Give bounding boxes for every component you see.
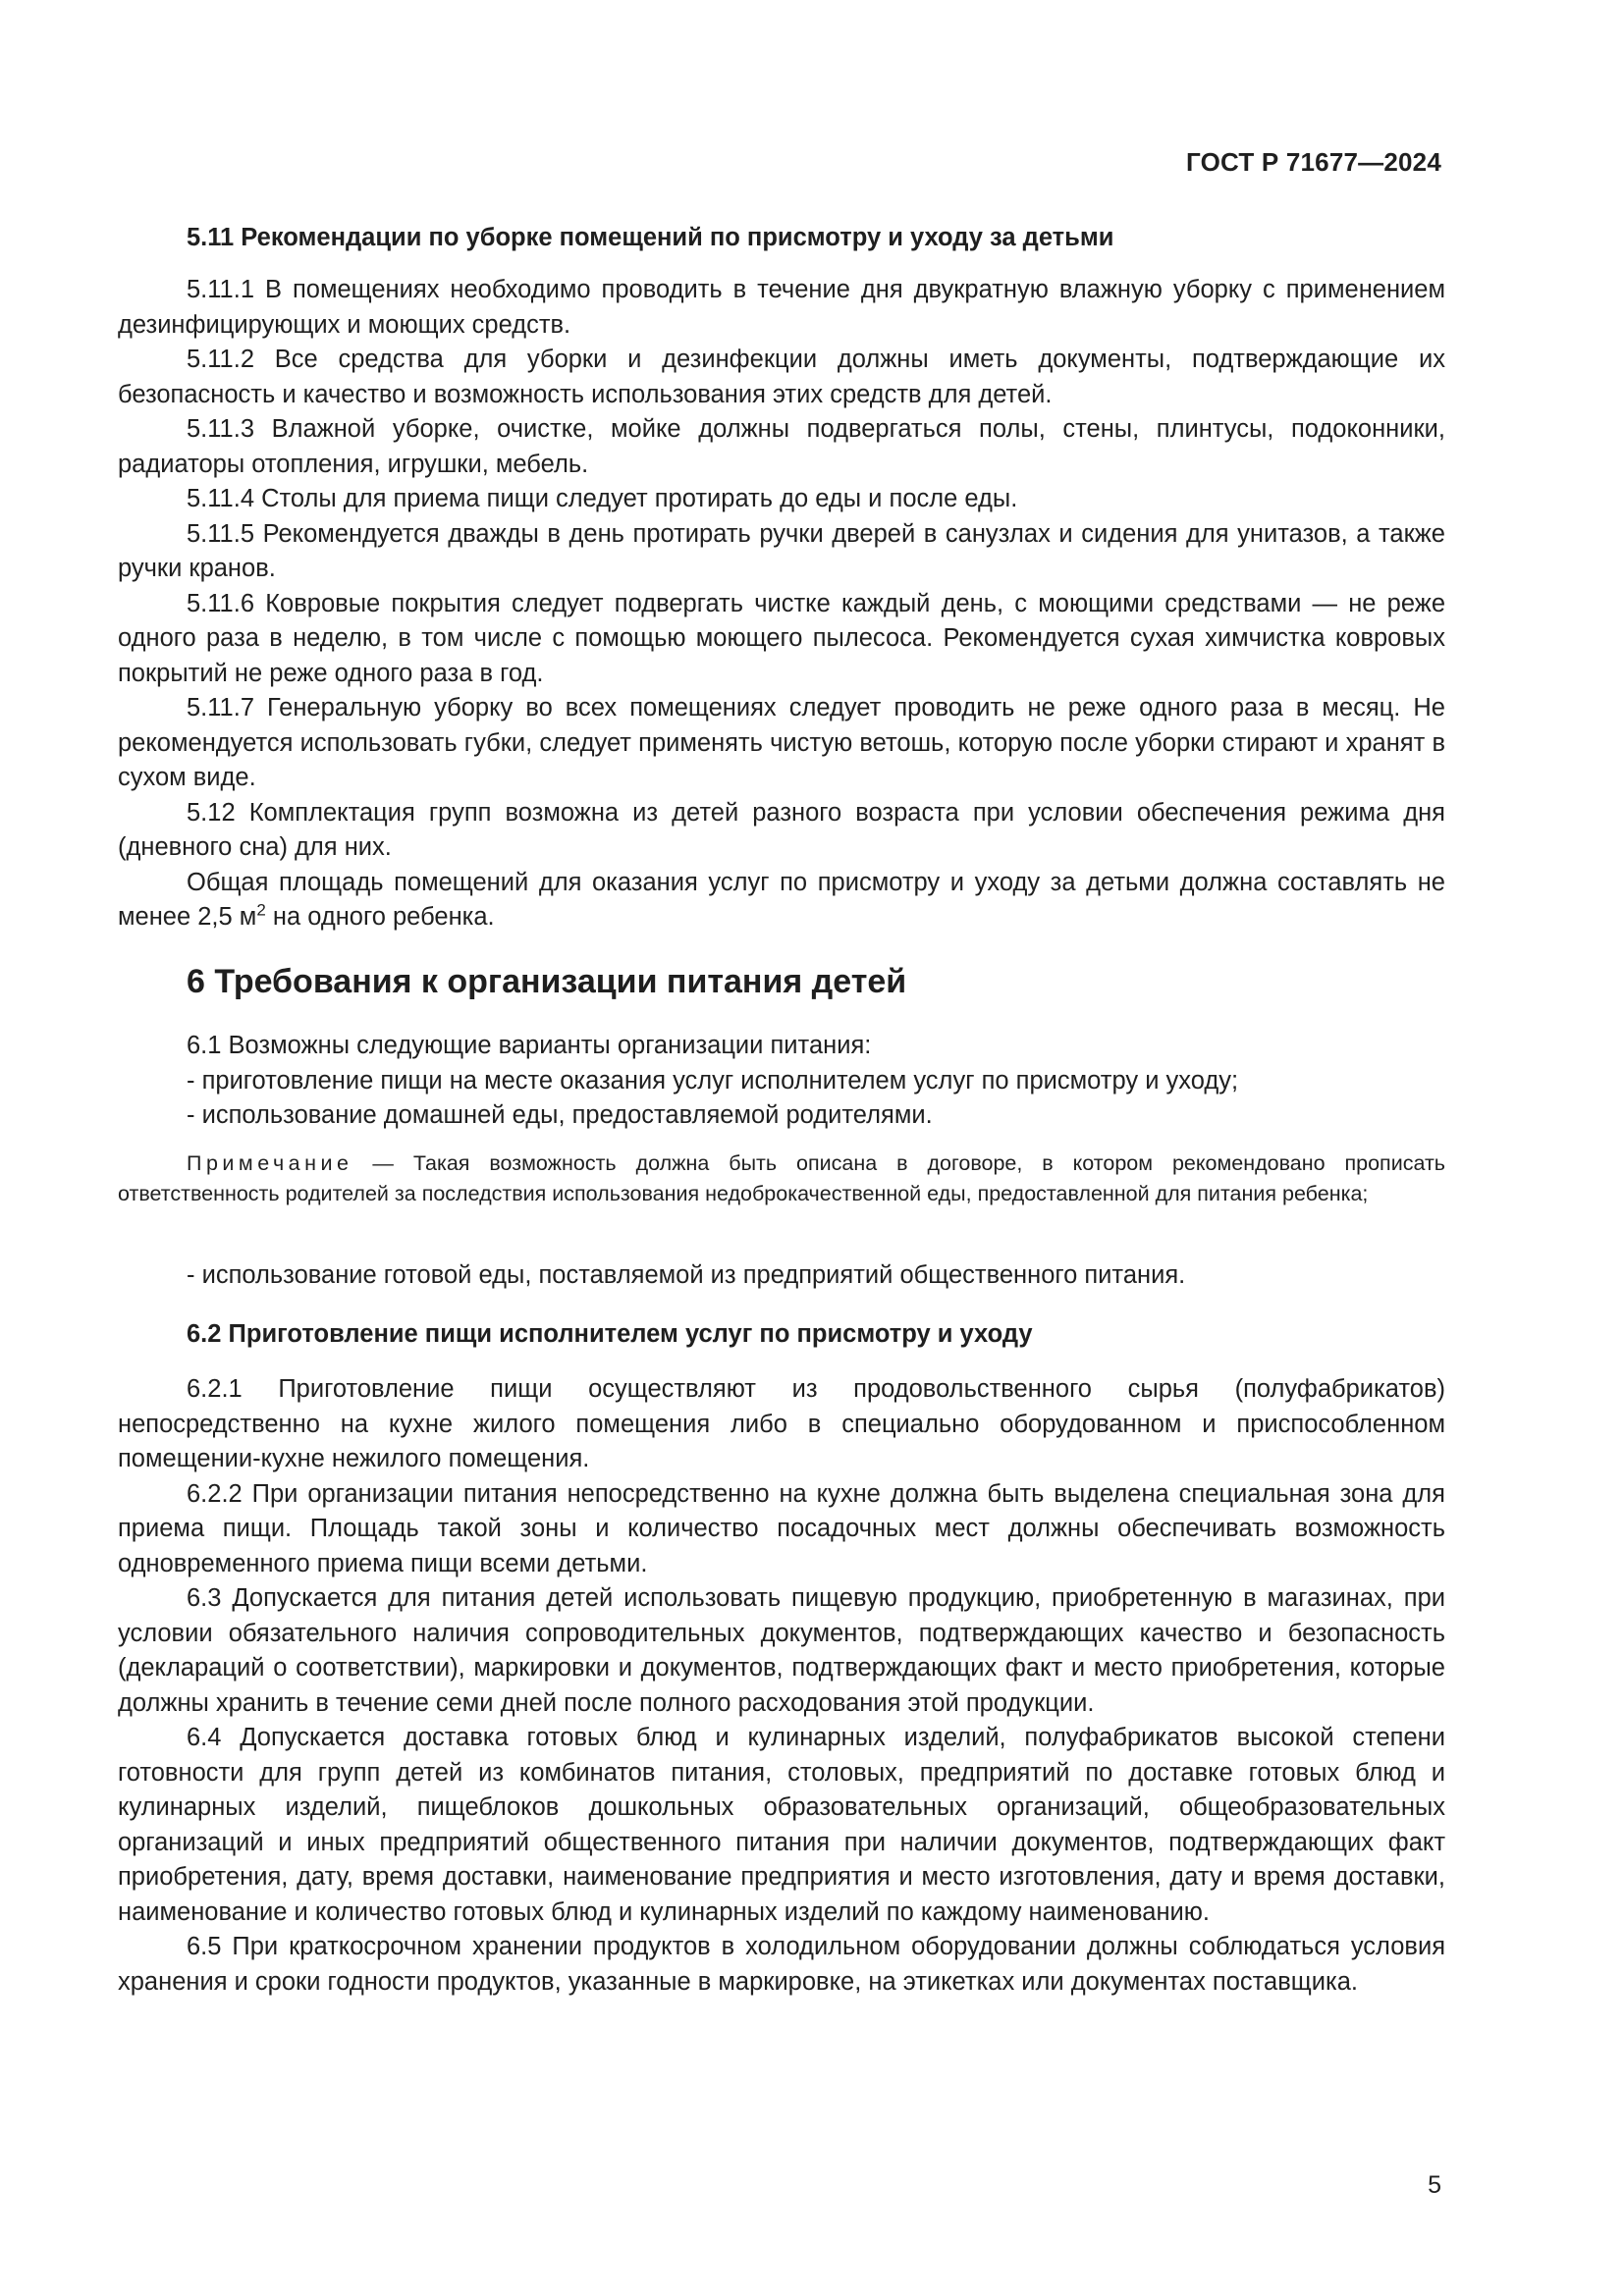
paragraph-6-5: 6.5 При краткосрочном хранении продуктов в холодильном оборудовании должны соблюдаться условия хранения и сроки годности продуктов, указанные в маркировке, на этикетках или документах поставщика. (118, 1933, 1445, 1996)
note-block (118, 1148, 1445, 1208)
note-text: — Такая возможность должна быть описана в договоре, в котором рекомендовано прописать ответственность родителей за последствия использования недоброкачественной еды, предоставленной для питания ребенка; (118, 1151, 1445, 1205)
page-number: 5 (1428, 2171, 1441, 2199)
section-6-1 (118, 1029, 1445, 1134)
section-5-11 (118, 221, 1445, 256)
paragraph-5-11-5: 5.11.5 Рекомендуется дважды в день протирать ручки дверей в санузлах и сидения для унитазов, а также ручки кранов. (118, 519, 1445, 582)
paragraph-6-4: 6.4 Допускается доставка готовых блюд и кулинарных изделий, полуфабрикатов высокой степени готовности для групп детей из комбинатов питания, столовых, предприятий по доставке готовых блюд и кулинарных изделий, пищеблоков дошкольных образовательных организаций, общеобразовательных организаций и иных предприятий общественного питания при наличии документов, подтверждающих факт приобретения, дату, время доставки, наименование предприятия и место изготовления, дату и время доставки, наименование и количество готовых блюд и кулинарных изделий по каждому наименованию. (118, 1724, 1445, 1926)
section-6-1-tail (118, 1258, 1445, 1294)
note-label: Примечание (187, 1151, 353, 1175)
paragraph-6-1: 6.1 Возможны следующие варианты организации питания: (187, 1032, 872, 1059)
area-superscript: 2 (256, 900, 266, 920)
document-code: ГОСТ Р 71677—2024 (1186, 147, 1441, 177)
section-5-11-body (118, 273, 1445, 935)
list-item-cooking-on-site: - приготовление пищи на месте оказания услуг исполнителем услуг по присмотру и уходу; (187, 1066, 1239, 1095)
paragraph-5-11-6: 5.11.6 Ковровые покрытия следует подвергать чистке каждый день, с моющими средствами — не реже одного раза в неделю, в том числе с помощью моющего пылесоса. Рекомендуется сухая химчистка ковровых покрытий не реже одного раза в год. (118, 589, 1445, 687)
heading-6-2: 6.2 Приготовление пищи исполнителем услуг по присмотру и уходу (187, 1320, 1033, 1348)
paragraph-5-11-4: 5.11.4 Столы для приема пищи следует протирать до еды и после еды. (187, 485, 1018, 512)
paragraph-6-2-2: 6.2.2 При организации питания непосредственно на кухне должна быть выделена специальная зона для приема пищи. Площадь такой зоны и количество посадочных мест должны обеспечивать возможность одновременного приема пищи всеми детьми. (118, 1479, 1445, 1577)
paragraph-6-2-1: 6.2.1 Приготовление пищи осуществляют из продовольственного сырья (полуфабрикатов) непосредственно на кухне жилого помещения либо в специально оборудованном и приспособленном помещении-кухне нежилого помещения. (118, 1375, 1445, 1472)
list-item-ready-food: - использование готовой еды, поставляемой из предприятий общественного питания. (187, 1261, 1186, 1289)
heading-6: 6 Требования к организации питания детей (187, 963, 907, 1000)
paragraph-5-11-3: 5.11.3 Влажной уборке, очистке, мойке должны подвергаться полы, стены, плинтусы, подоконники, радиаторы отопления, игрушки, мебель. (118, 415, 1445, 478)
area-text: Общая площадь помещений для оказания услуг по присмотру и уходу за детьми должна составлять не менее 2,5 м (118, 868, 1445, 931)
paragraph-6-3: 6.3 Допускается для питания детей использовать пищевую продукцию, приобретенную в магазинах, при условии обязательного наличия сопроводительных документов, подтверждающих качество и безопасность (деклараций о соответствии), маркировки и документов, подтверждающих факт и место приобретения, которые должны хранить в течение семи дней после полного расходования этой продукции. (118, 1584, 1445, 1717)
area-text-end: на одного ребенка. (265, 903, 495, 931)
section-6 (118, 960, 1445, 1003)
paragraph-5-12-area (118, 866, 1445, 935)
paragraph-5-11-1: 5.11.1 В помещениях необходимо проводить в течение дня двукратную влажную уборку с применением дезинфицирующих и моющих средств. (118, 276, 1445, 339)
section-6-2 (118, 1317, 1445, 1353)
list-item-home-food: - использование домашней еды, предоставляемой родителями. (187, 1101, 933, 1129)
section-6-2-body (118, 1372, 1445, 2000)
heading-5-11: 5.11 Рекомендации по уборке помещений по присмотру и уходу за детьми (187, 224, 1114, 251)
paragraph-5-11-2: 5.11.2 Все средства для уборки и дезинфекции должны иметь документы, подтверждающие их безопасность и качество и возможность использования этих средств для детей. (118, 346, 1445, 408)
paragraph-5-12: 5.12 Комплектация групп возможна из детей разного возраста при условии обеспечения режима дня (дневного сна) для них. (118, 798, 1445, 861)
paragraph-5-11-7: 5.11.7 Генеральную уборку во всех помещениях следует проводить не реже одного раза в месяц. Не рекомендуется использовать губки, следует применять чистую ветошь, которую после уборки стирают и хранят в сухом виде. (118, 694, 1445, 791)
note (118, 1148, 1445, 1208)
